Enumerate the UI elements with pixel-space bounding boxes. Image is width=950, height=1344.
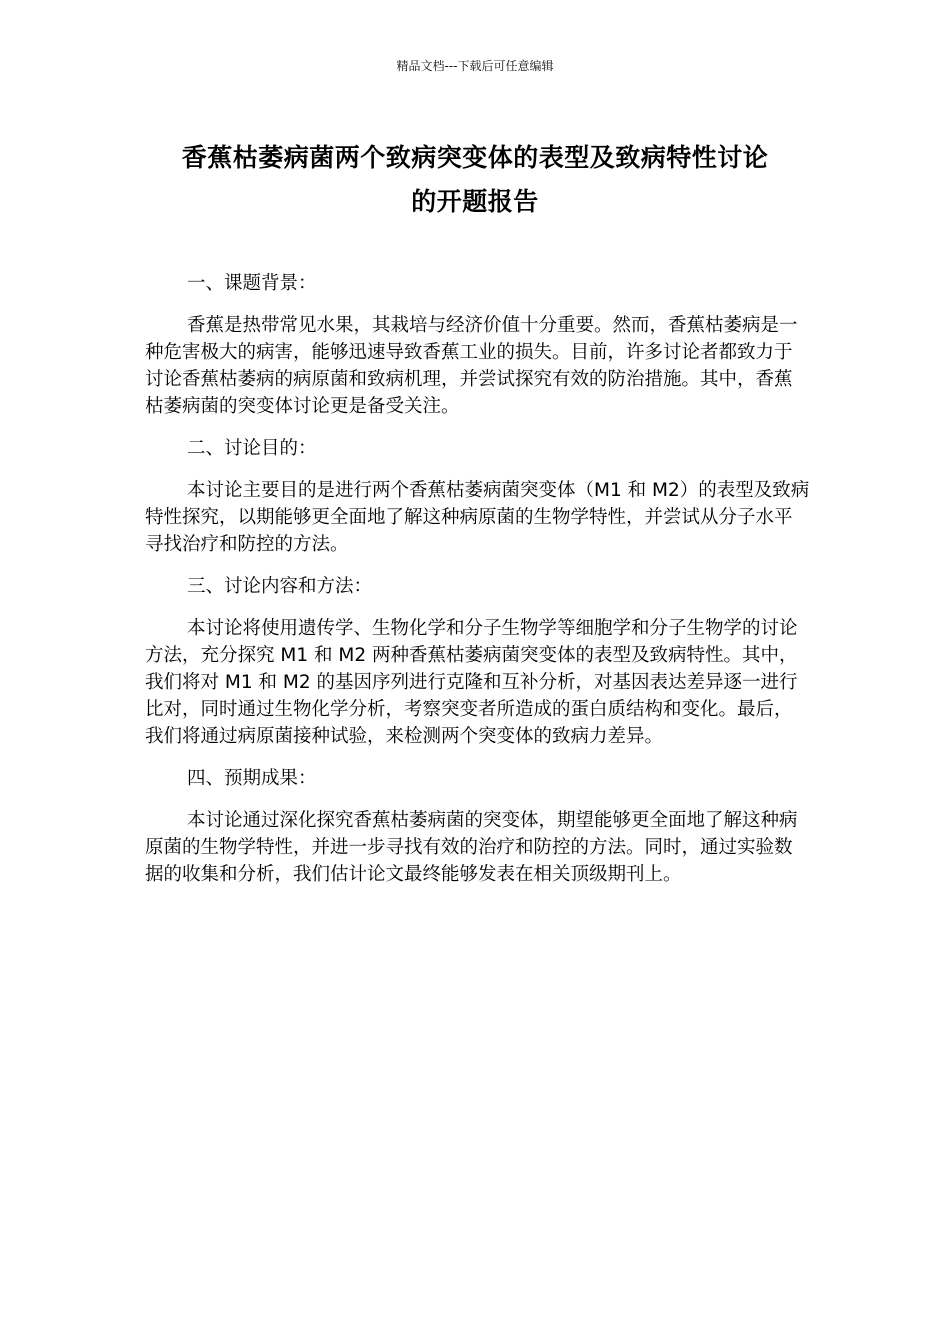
header-note: 精品文档---下载后可任意编辑 bbox=[396, 59, 554, 73]
section-heading-outcomes: 四、预期成果： bbox=[187, 768, 317, 789]
section-heading-methods: 三、讨论内容和方法： bbox=[187, 576, 373, 597]
section-paragraph-methods: 本讨论将使用遗传学、生物化学和分子生物学等细胞学和分子生物学的讨论方法，充分探究 M1 和 M2 两种香蕉枯萎病菌突变体的表型及致病特性。其中，我们将对 M1 和 M2 的基因序列进行克隆和互补分析，对基因表达差异逐一进行比对，同时通过生物化学分析，考察突变者所造成的蛋白质结构和变化。最后，我们将通过病原菌接种试验，来检测两个突变体的致病力差异。 bbox=[145, 618, 798, 747]
section-paragraph-outcomes: 本讨论通过深化探究香蕉枯萎病菌的突变体，期望能够更全面地了解这种病原菌的生物学特性，并进一步寻找有效的治疗和防控的方法。同时，通过实验数据的收集和分析，我们估计论文最终能够发表在相关顶级期刊上。 bbox=[145, 810, 798, 885]
document-body bbox=[145, 270, 810, 903]
section-paragraph-background: 香蕉是热带常见水果，其栽培与经济价值十分重要。然而，香蕉枯萎病是一种危害极大的病害，能够迅速导致香蕉工业的损失。目前，许多讨论者都致力于讨论香蕉枯萎病的病原菌和致病机理，并尝试探究有效的防治措施。其中，香蕉枯萎病菌的突变体讨论更是备受关注。 bbox=[145, 315, 798, 417]
title-line-1: 香蕉枯萎病菌两个致病突变体的表型及致病特性讨论 bbox=[181, 143, 769, 172]
section-heading-purpose: 二、讨论目的： bbox=[187, 438, 317, 459]
document-title bbox=[140, 136, 810, 224]
section-heading-background: 一、课题背景： bbox=[187, 273, 317, 294]
title-line-2: 的开题报告 bbox=[411, 187, 539, 216]
section-paragraph-purpose: 本讨论主要目的是进行两个香蕉枯萎病菌突变体（M1 和 M2）的表型及致病特性探究，以期能够更全面地了解这种病原菌的生物学特性，并尝试从分子水平寻找治疗和防控的方法。 bbox=[145, 480, 810, 555]
